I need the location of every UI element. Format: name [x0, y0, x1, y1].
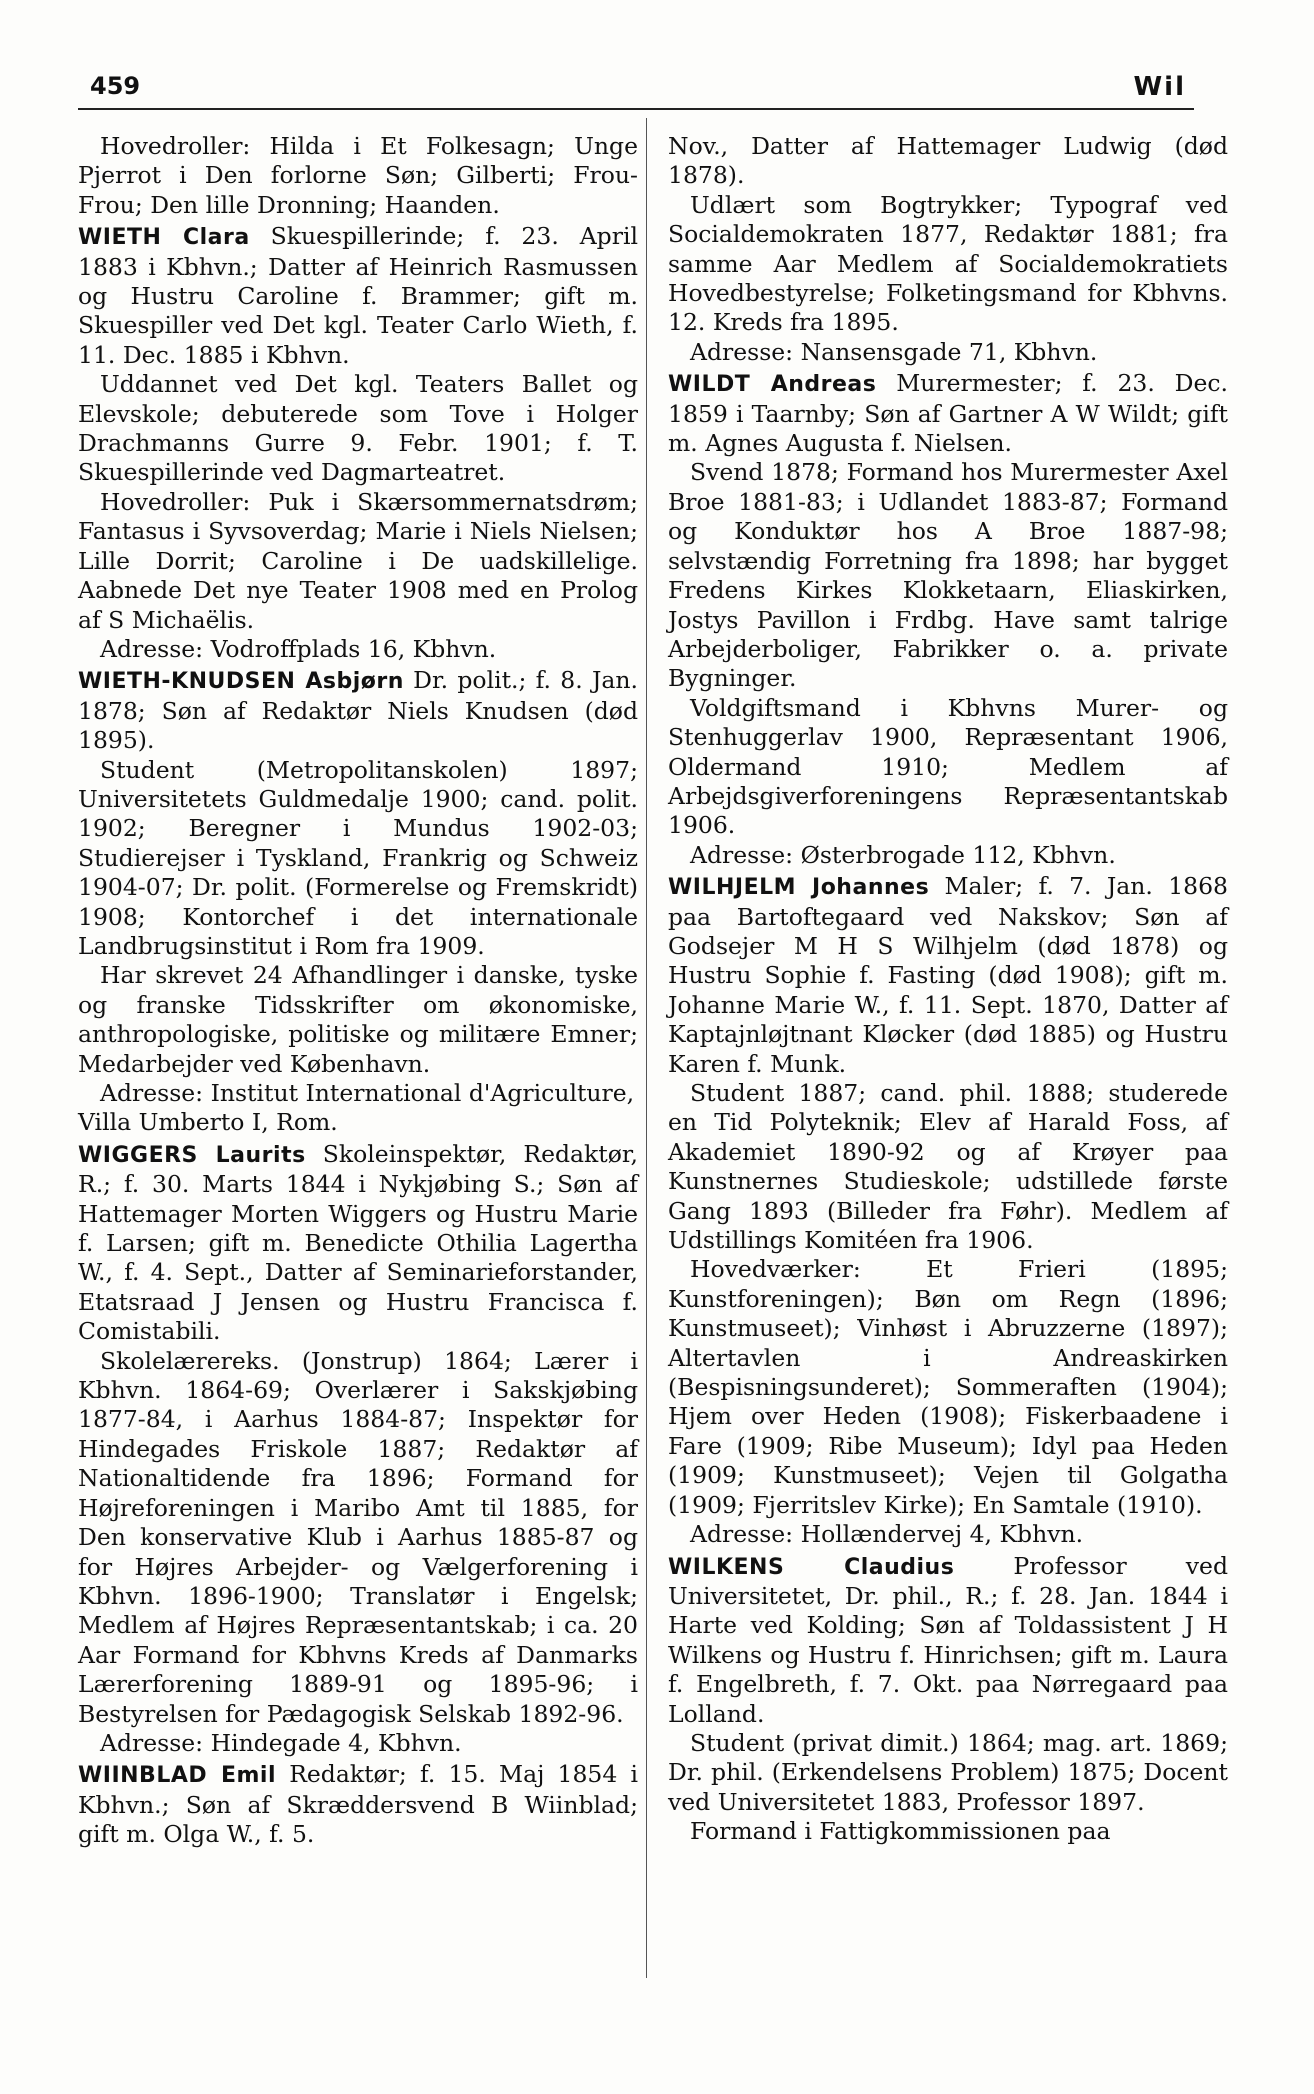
entry-headword: WILKENS Claudius [668, 1554, 955, 1580]
entry-lead-text: Murermester; f. 23. Dec. 1859 i Taarnby; Søn af Gartner A W Wildt; gift m. Agnes Augusta f. Nielsen. [668, 369, 1228, 458]
entry-lead-text: Maler; f. 7. Jan. 1868 paa Bartoftegaard ved Nakskov; Søn af Godsejer M H S Wilhjelm (død 1878) og Hustru Sophie f. Fasting (død 1908); gift m. Johanne Marie W., f. 11. Sept. 1870, Datter af Kaptajnløjtnant Kløcker (død 1885) og Hustru Karen f. Munk. [668, 872, 1228, 1078]
entry-headword: WIINBLAD Emil [78, 1763, 277, 1789]
entry-address: Adresse: Hollændervej 4, Kbhvn. [690, 1520, 1084, 1549]
entry-address: Adresse: Østerbrogade 112, Kbhvn. [690, 840, 1116, 869]
running-head: Wil [1133, 72, 1186, 102]
entry-paragraph: Formand i Fattigkommissionen paa [690, 1817, 1111, 1846]
entry-lead [78, 1760, 638, 1849]
entry-paragraph: Uddannet ved Det kgl. Teaters Ballet og Elevskole; debuterede som Tove i Holger Drachmanns Gurre 9. Febr. 1901; f. T. Skuespillerinde ved Dagmarteatret. [78, 370, 638, 487]
entry-headword: WILDT Andreas [668, 372, 877, 398]
entry-lead-text: Professor ved Universitetet, Dr. phil., R.; f. 28. Jan. 1844 i Harte ved Kolding; Søn af Toldassistent J H Wilkens og Hustru f. Hinrichsen; gift m. Laura f. Engelbreth, f. 7. Okt. paa Nørregaard paa Lolland. [668, 1551, 1228, 1728]
entry-lead-text: Skuespillerinde; f. 23. April 1883 i Kbhvn.; Datter af Heinrich Rasmussen og Hustru Caroline f. Brammer; gift m. Skuespiller ved Det kgl. Teater Carlo Wieth, f. 11. Dec. 1885 i Kbhvn. [78, 222, 638, 369]
entry-lead-text: Dr. polit.; f. 8. Jan. 1878; Søn af Redaktør Niels Knudsen (død 1895). [78, 666, 638, 755]
entry-wilkens-claudius [668, 1552, 1228, 1847]
entry-wilhjelm-johannes [668, 872, 1228, 1549]
entry-lead-text: Skoleinspektør, Redaktør, R.; f. 30. Marts 1844 i Nykjøbing S.; Søn af Hattemager Morten Wiggers og Hustru Marie f. Larsen; gift m. Benedicte Othilia Lagertha W., f. 4. Sept., Datter af Seminarieforstander, Etatsraad J Jensen og Hustru Francisca f. Comistabili. [78, 1139, 638, 1346]
entry-paragraph: Nov., Datter af Hattemager Ludwig (død 1878). [668, 132, 1228, 190]
entry-address: Adresse: Institut International d'Agriculture, Villa Umberto I, Rom. [78, 1079, 635, 1137]
entry-paragraph: Student 1887; cand. phil. 1888; studerede en Tid Polyteknik; Elev af Harald Foss, af Akademiet 1890-92 og af Krøyer paa Kunstnernes Studieskole; udstillede første Gang 1893 (Billeder fra Føhr). Medlem af Udstillings Komitéen fra 1906. [668, 1079, 1228, 1255]
entry-lead-text: Redaktør; f. 15. Maj 1854 i Kbhvn.; Søn af Skræddersvend B Wiinblad; gift m. Olga W., f. 5. [78, 1760, 638, 1849]
entry-continuation [78, 132, 638, 220]
entry-lead [668, 1552, 1228, 1729]
entry-wiggers-laurits [78, 1140, 638, 1759]
entry-paragraph: Har skrevet 24 Afhandlinger i danske, tyske og franske Tidsskrifter om økonomiske, anthropologiske, politiske og militære Emner; Medarbejder ved København. [78, 961, 638, 1078]
entry-address: Adresse: Nansensgade 71, Kbhvn. [690, 337, 1098, 366]
entry-headword: WIETH Clara [78, 225, 250, 251]
entry-paragraph: Voldgiftsmand i Kbhvns Murer- og Stenhuggerlav 1900, Repræsentant 1906, Oldermand 1910; Medlem af Arbejdsgiverforeningens Repræsentantskab 1906. [668, 693, 1228, 840]
entry-address: Adresse: Hindegade 4, Kbhvn. [100, 1728, 462, 1757]
entry-wiinblad-emil [78, 1760, 638, 1849]
entry-lead [78, 1140, 638, 1347]
left-column [78, 132, 638, 1852]
entry-paragraph: Hovedroller: Puk i Skærsommernatsdrøm; Fantasus i Syvsoverdag; Marie i Niels Nielsen; Lille Dorrit; Caroline i De uadskillelige. Aabnede Det nye Teater 1908 med en Prolog af S Michaëlis. [78, 487, 638, 634]
entry-paragraph: Svend 1878; Formand hos Murermester Axel Broe 1881-83; i Udlandet 1883-87; Formand og Konduktør hos A Broe 1887-98; selvstændig Forretning fra 1898; har bygget Fredens Kirkes Klokketaarn, Eliaskirken, Jostys Pavillon i Frdbg. Have samt talrige Arbejderboliger, Fabrikker o. a. private Bygninger. [668, 458, 1228, 693]
entry-lead [78, 222, 638, 370]
page-number: 459 [90, 72, 141, 100]
header-rule [78, 108, 1194, 110]
entry-lead [78, 666, 638, 755]
entry-lead [668, 369, 1228, 458]
column-divider [646, 118, 647, 1978]
entry-headword: WILHJELM Johannes [668, 875, 930, 901]
entry-paragraph: Student (privat dimit.) 1864; mag. art. 1869; Dr. phil. (Erkendelsens Problem) 1875; Docent ved Universitetet 1883, Professor 1897. [668, 1728, 1228, 1816]
entry-paragraph: Udlært som Bogtrykker; Typograf ved Socialdemokraten 1877, Redaktør 1881; fra samme Aar Medlem af Socialdemokratiets Hovedbestyrelse; Folketingsmand for Kbhvns. 12. Kreds fra 1895. [668, 190, 1228, 337]
right-column [668, 132, 1228, 1849]
entry-address: Adresse: Vodroffplads 16, Kbhvn. [100, 634, 497, 663]
entry-paragraph: Hovedværker: Et Frieri (1895; Kunstforeningen); Bøn om Regn (1896; Kunstmuseet); Vinhøst i Abruzzerne (1897); Altertavlen i Andreaskirken (Bespisningsunderet); Sommeraften (1904); Hjem over Heden (1908); Fiskerbaadene i Fare (1909; Ribe Museum); Idyl paa Heden (1909; Kunstmuseet); Vejen til Golgatha (1909; Fjerritslev Kirke); En Samtale (1910). [668, 1255, 1228, 1519]
entry-paragraph: Hovedroller: Hilda i Et Folkesagn; Unge Pjerrot i Den forlorne Søn; Gilberti; Frou-Frou; Den lille Dronning; Haanden. [78, 132, 638, 219]
entry-wieth-clara [78, 222, 638, 664]
entry-headword: WIETH-KNUDSEN Asbjørn [78, 669, 404, 695]
entry-continuation [668, 132, 1228, 367]
entry-paragraph: Skolelærereks. (Jonstrup) 1864; Lærer i Kbhvn. 1864-69; Overlærer i Sakskjøbing 1877-84, i Aarhus 1884-87; Inspektør for Hindegades Friskole 1887; Redaktør af Nationaltidende fra 1896; Formand for Højreforeningen i Maribo Amt til 1885, for Den konservative Klub i Aarhus 1885-87 og for Højres Arbejder- og Vælgerforening i Kbhvn. 1896-1900; Translatør i Engelsk; Medlem af Højres Repræsentantskab; i ca. 20 Aar Formand for Kbhvns Kreds af Danmarks Lærerforening 1889-91 og 1895-96; i Bestyrelsen for Pædagogisk Selskab 1892-96. [78, 1346, 638, 1728]
entry-paragraph: Student (Metropolitanskolen) 1897; Universitetets Guldmedalje 1900; cand. polit. 1902; Beregner i Mundus 1902-03; Studierejser i Tyskland, Frankrig og Schweiz 1904-07; Dr. polit. (Formerelse og Fremskridt) 1908; Kontorchef i det internationale Landbrugsinstitut i Rom fra 1909. [78, 755, 638, 960]
entry-wieth-knudsen-asbjorn [78, 666, 638, 1138]
entry-lead [668, 872, 1228, 1079]
entry-headword: WIGGERS Laurits [78, 1142, 306, 1168]
entry-wildt-andreas [668, 369, 1228, 870]
